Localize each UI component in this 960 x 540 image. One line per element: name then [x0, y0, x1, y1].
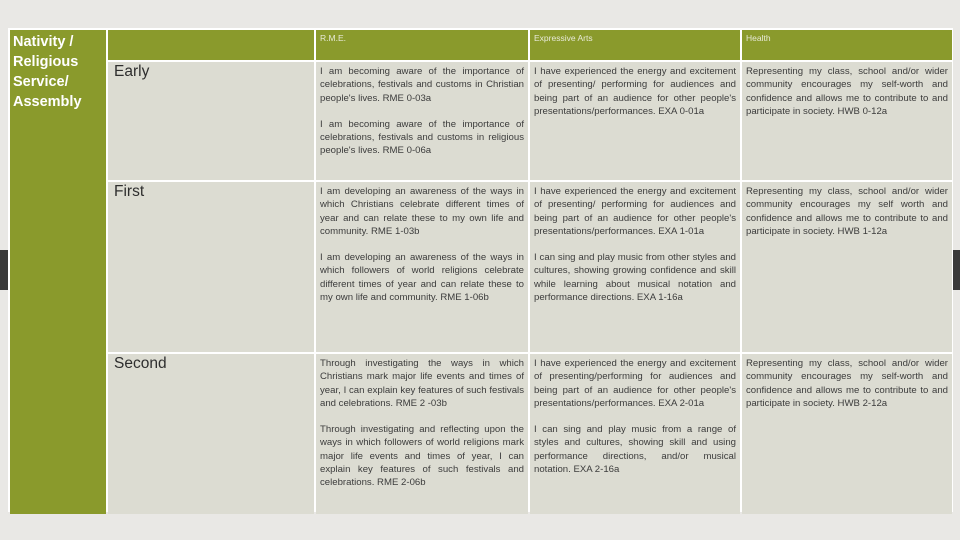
early-rme-outcome-2: I am becoming aware of the importance of celebrations, festivals and customs in religious people's lives. RME 0-06a: [320, 118, 524, 157]
early-rme-cell: [316, 62, 528, 180]
first-health-cell: Representing my class, school and/or wider community encourages my self worth and confidence and allows me to contribute to and participate in society. HWB 1-12a: [742, 182, 952, 352]
curriculum-table: [8, 28, 953, 512]
first-expressive-arts-cell: [530, 182, 740, 352]
second-rme-outcome-1: Through investigating the ways in which Christians mark major life events and times of year, I can explain key features of such festivals and celebrations. RME 2 -03b: [320, 358, 524, 409]
second-rme-outcome-2: Through investigating and reflecting upon the ways in which followers of world religions mark major life events and times of year, I can explain key features of such festivals and celebrations. RME 2-06b: [320, 424, 524, 489]
first-exa-outcome-2: I can sing and play music from other styles and cultures, showing growing confidence and skill while learning about musical notation and performance directions. EXA 1-16a: [534, 252, 736, 304]
early-exa-outcome-1: I have experienced the energy and excitement of presenting/ performing for audiences and being part of an audience for other people's presentations/performances. EXA 0-01a: [534, 66, 736, 117]
first-exa-outcome-1: I have experienced the energy and excitement of presenting/ performing for audiences and being part of an audience for other people's presentations/performances. EXA 1-01a: [534, 186, 736, 237]
early-expressive-arts-cell: [530, 62, 740, 180]
right-edge-tab: [952, 250, 960, 290]
second-rme-cell: [316, 354, 528, 514]
second-health-cell: Representing my class, school and/or wider community encourages my self-worth and confidence and allows me to contribute to and participate in society. HWB 2-12a: [742, 354, 952, 514]
level-first: First: [108, 182, 314, 352]
early-health-cell: Representing my class, school and/or wider community encourages my self-worth and confidence and allows me to contribute to and participate in society. HWB 0-12a: [742, 62, 952, 180]
first-rme-outcome-2: I am developing an awareness of the ways in which followers of world religions celebrate different times of year and can relate these to my own life and community. RME 1-06b: [320, 252, 524, 304]
second-expressive-arts-cell: [530, 354, 740, 514]
second-exa-outcome-1: I have experienced the energy and excitement of presenting/performing for audiences and being part of an audience for other people's presentations/performances. EXA 2-01a: [534, 358, 736, 409]
level-early: Early: [108, 62, 314, 180]
second-exa-outcome-2: I can sing and play music from a range of styles and cultures, showing skill and using performance directions, and/or musical notation. EXA 2-16a: [534, 424, 736, 476]
early-rme-outcome-1: I am becoming aware of the importance of celebrations, festivals and customs in Christian people's lives. RME 0-03a: [320, 66, 524, 104]
header-level: [108, 30, 314, 60]
left-edge-tab: [0, 250, 8, 290]
header-health: Health: [742, 30, 952, 60]
first-rme-outcome-1: I am developing an awareness of the ways in which Christians celebrate different times of year and can relate these to my own life and community. RME 1-03b: [320, 186, 524, 237]
header-rme: R.M.E.: [316, 30, 528, 60]
table-title: Nativity / Religious Service/ Assembly: [10, 30, 106, 514]
level-second: Second: [108, 354, 314, 514]
header-expressive-arts: Expressive Arts: [530, 30, 740, 60]
first-rme-cell: [316, 182, 528, 352]
